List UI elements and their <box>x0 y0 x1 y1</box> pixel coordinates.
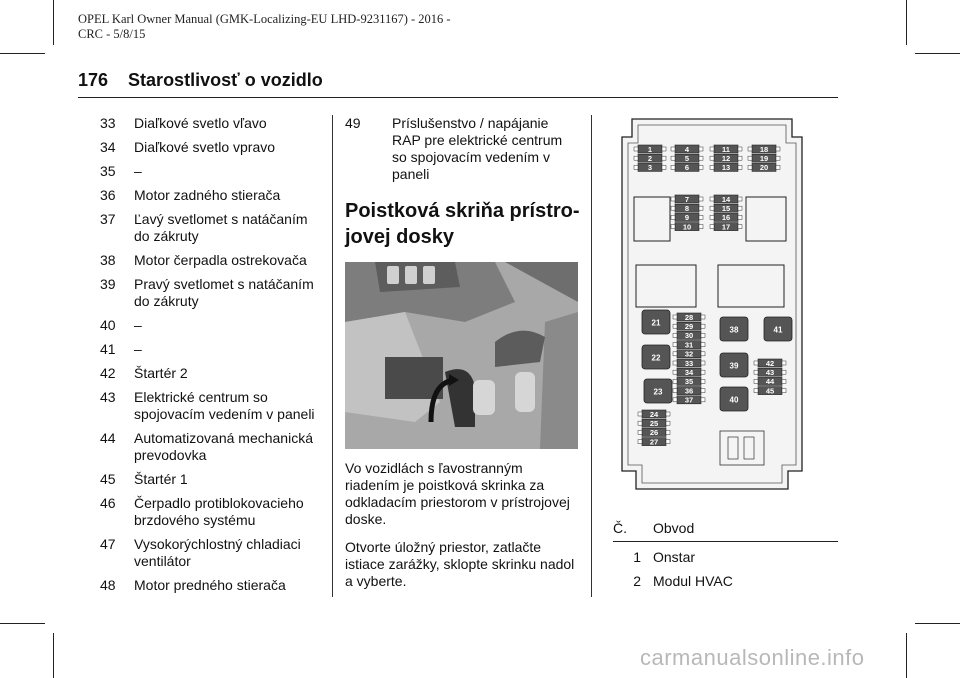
fuse-terminal <box>710 225 714 229</box>
item-text: Štartér 2 <box>134 365 188 381</box>
crop-mark <box>0 623 45 624</box>
circuit-table <box>613 520 838 590</box>
table-row <box>613 549 838 566</box>
fuse-terminal <box>699 215 703 219</box>
fuse-terminal <box>673 361 677 365</box>
fuse-list-column-1 <box>100 115 325 601</box>
fuse-label: 34 <box>684 368 694 377</box>
item-number: 44 <box>100 430 116 446</box>
item-text: Elektrické centrum so spojovacím vedením v paneli <box>134 389 315 422</box>
list-item <box>100 276 325 310</box>
item-number: 46 <box>100 495 116 511</box>
fuse-terminal <box>748 165 752 169</box>
circuit-number: 2 <box>633 573 641 589</box>
relay-box <box>746 197 786 241</box>
item-text: Vysokorýchlostný chladiaci ventilátor <box>134 536 301 569</box>
page-number: 176 <box>78 70 109 90</box>
list-item <box>100 577 325 594</box>
fuse-terminal <box>738 215 742 219</box>
fuse-terminal <box>666 412 670 416</box>
fuse-terminal <box>738 165 742 169</box>
fuse-terminal <box>666 430 670 434</box>
document-header <box>78 12 451 42</box>
fuse-terminal <box>699 156 703 160</box>
item-number: 42 <box>100 365 116 381</box>
fuse-terminal <box>776 165 780 169</box>
page-title: Starostlivosť o vozidlo <box>128 70 323 90</box>
section-title: Poistková skriňa prístro-jovej dosky <box>345 200 580 248</box>
fuse-label: 38 <box>729 325 739 335</box>
fuse-terminal <box>782 370 786 374</box>
fuse-terminal <box>671 165 675 169</box>
item-text: Pravý svetlomet s natáčaním do zákruty <box>134 276 314 309</box>
item-text: – <box>134 317 142 333</box>
fuse-terminal <box>699 225 703 229</box>
list-item <box>100 365 325 382</box>
fuse-terminal <box>638 412 642 416</box>
table-row <box>613 573 838 590</box>
fuse-terminal <box>748 156 752 160</box>
fuse-label: 29 <box>684 322 694 331</box>
list-item <box>100 495 325 529</box>
list-item <box>100 252 325 269</box>
fuse-terminal <box>701 389 705 393</box>
fuse-terminal <box>671 197 675 201</box>
item-number: 39 <box>100 276 116 292</box>
fuse-terminal <box>673 333 677 337</box>
fuse-terminal <box>701 361 705 365</box>
item-number: 49 <box>345 115 361 131</box>
list-item <box>345 115 580 183</box>
fuse-terminal <box>782 389 786 393</box>
fuse-terminal <box>754 370 758 374</box>
fuse-label: 11 <box>722 144 730 154</box>
circuit-name: Onstar <box>653 549 696 565</box>
fusebox-diagram <box>612 115 804 500</box>
header-rule <box>78 97 838 98</box>
fuse-terminal <box>671 147 675 151</box>
list-item <box>100 115 325 132</box>
fuse-label: 40 <box>729 395 739 405</box>
fuse-terminal <box>673 315 677 319</box>
fuse-terminal <box>673 324 677 328</box>
crop-mark <box>906 0 907 45</box>
relay-box <box>634 197 670 241</box>
fuse-terminal <box>673 370 677 374</box>
item-number: 37 <box>100 211 116 227</box>
fuse-terminal <box>666 421 670 425</box>
fuse-terminal <box>754 389 758 393</box>
fuse-label: 39 <box>729 361 739 371</box>
fuse-terminal <box>701 398 705 402</box>
item-text: Diaľkové svetlo vľavo <box>134 115 267 131</box>
fuse-label: 35 <box>684 377 694 387</box>
fuse-label: 33 <box>684 358 694 368</box>
fuse-terminal <box>671 215 675 219</box>
fusebox-svg <box>612 115 804 495</box>
fuse-terminal <box>710 156 714 160</box>
fuse-terminal <box>673 352 677 356</box>
crop-mark <box>53 0 54 45</box>
list-item <box>100 341 325 358</box>
list-item <box>100 139 325 156</box>
item-number: 36 <box>100 187 116 203</box>
fuse-label: 42 <box>765 358 775 368</box>
fuse-terminal <box>638 440 642 444</box>
item-number: 45 <box>100 471 116 487</box>
column-divider <box>591 115 592 597</box>
fuse-terminal <box>701 333 705 337</box>
item-text: – <box>134 163 142 179</box>
fuse-label: 10 <box>682 222 692 232</box>
item-number: 43 <box>100 389 116 405</box>
fuse-label: 30 <box>684 331 694 341</box>
fuse-label: 16 <box>721 213 731 223</box>
item-number: 33 <box>100 115 116 131</box>
fuse-terminal <box>701 352 705 356</box>
fuse-label: 45 <box>765 386 775 396</box>
fuse-label: 22 <box>651 353 661 363</box>
relay-box <box>718 265 784 307</box>
item-text: Automatizovaná mechanická prevodovka <box>134 430 313 463</box>
fuse-label: 26 <box>649 428 659 438</box>
item-number: 35 <box>100 163 116 179</box>
column-divider <box>332 115 333 597</box>
fuse-terminal <box>671 206 675 210</box>
list-item <box>100 536 325 570</box>
fuse-terminal <box>673 379 677 383</box>
item-text: Diaľkové svetlo vpravo <box>134 139 276 155</box>
fuse-terminal <box>638 430 642 434</box>
watermark: carmanualsonline.info <box>640 645 865 670</box>
item-text: Čerpadlo protiblokovacieho brzdového systému <box>134 495 304 528</box>
crop-mark <box>915 53 960 54</box>
list-item <box>100 163 325 180</box>
fuse-terminal <box>701 315 705 319</box>
fuse-label: 4 <box>684 144 690 154</box>
fuse-terminal <box>673 398 677 402</box>
fuse-terminal <box>738 206 742 210</box>
fuse-label: 44 <box>765 377 775 387</box>
fuse-terminal <box>710 147 714 151</box>
header-line-2: CRC - 5/8/15 <box>78 27 146 41</box>
fuse-label: 41 <box>773 325 783 335</box>
fuse-terminal <box>710 206 714 210</box>
list-item <box>100 430 325 464</box>
fuse-label: 27 <box>649 437 659 447</box>
fuse-terminal <box>662 165 666 169</box>
fuse-terminal <box>699 206 703 210</box>
list-item <box>100 317 325 334</box>
crop-mark <box>915 623 960 624</box>
fuse-terminal <box>673 343 677 347</box>
fuse-label: 37 <box>684 395 694 405</box>
item-text: – <box>134 341 142 357</box>
fuse-terminal <box>634 147 638 151</box>
fuse-label: 13 <box>721 163 731 173</box>
fuse-label: 2 <box>647 154 653 163</box>
paragraph: Vo vozidlách s ľavostranným riadením je poistková skrinka za odkladacím priestorom v prístrojovej doske. <box>345 460 570 527</box>
circuit-name: Modul HVAC <box>653 573 733 589</box>
fuse-terminal <box>671 225 675 229</box>
dashboard-fusebox-photo <box>345 262 578 449</box>
relay-box <box>636 265 696 307</box>
fuse-terminal <box>738 225 742 229</box>
fuse-terminal <box>701 324 705 328</box>
fuse-terminal <box>776 147 780 151</box>
fuse-label: 23 <box>653 387 663 397</box>
fuse-label: 14 <box>721 194 731 204</box>
fuse-terminal <box>710 165 714 169</box>
fuse-label: 17 <box>721 222 731 232</box>
fuse-terminal <box>782 379 786 383</box>
item-number: 40 <box>100 317 116 333</box>
table-header <box>613 520 838 542</box>
fuse-terminal <box>638 421 642 425</box>
fuse-terminal <box>666 440 670 444</box>
fuse-label: 8 <box>684 204 690 213</box>
paragraph: Otvorte úložný priestor, zatlačte istiace zarážky, sklopte skrinku nadol a vyberte. <box>345 539 575 589</box>
fuse-label: 43 <box>765 368 775 377</box>
item-text: Motor čerpadla ostrekovača <box>134 252 307 268</box>
item-number: 47 <box>100 536 116 552</box>
fuse-label: 19 <box>759 154 769 163</box>
list-item <box>100 471 325 488</box>
dashboard-illustration <box>345 262 578 449</box>
fuse-terminal <box>701 343 705 347</box>
content-column-2 <box>345 115 580 590</box>
item-text: Motor predného stierača <box>134 577 286 593</box>
fuse-terminal <box>748 147 752 151</box>
fuse-label: 6 <box>684 163 690 173</box>
fuse-terminal <box>738 147 742 151</box>
fuse-label: 12 <box>721 154 731 163</box>
crop-mark <box>906 633 907 678</box>
fuse-label: 24 <box>649 409 659 419</box>
fuse-label: 15 <box>721 204 731 213</box>
fuse-terminal <box>701 379 705 383</box>
fuse-label: 5 <box>684 154 690 163</box>
fuse-terminal <box>662 156 666 160</box>
page-heading <box>78 70 323 91</box>
header-circuit: Obvod <box>653 520 695 536</box>
fuse-terminal <box>699 165 703 169</box>
fuse-label: 20 <box>759 163 769 173</box>
item-number: 41 <box>100 341 116 357</box>
fuse-terminal <box>776 156 780 160</box>
item-text: Štartér 1 <box>134 471 188 487</box>
fuse-terminal <box>701 370 705 374</box>
item-text: Príslušenstvo / napájanie RAP pre elektrické centrum so spojovacím vedením v paneli <box>392 115 563 182</box>
fuse-terminal <box>634 156 638 160</box>
fuse-label: 25 <box>649 419 659 428</box>
item-text: Ľavý svetlomet s natáčaním do zákruty <box>134 211 308 244</box>
crop-mark <box>53 633 54 678</box>
fuse-label: 28 <box>684 312 694 322</box>
fuse-label: 18 <box>759 144 769 154</box>
fuse-terminal <box>782 361 786 365</box>
list-item <box>100 389 325 423</box>
fuse-terminal <box>699 197 703 201</box>
circuit-number: 1 <box>633 549 641 565</box>
fuse-terminal <box>662 147 666 151</box>
fuse-terminal <box>738 197 742 201</box>
item-text: Motor zadného stierača <box>134 187 281 203</box>
fuse-label: 21 <box>651 318 661 328</box>
header-number: Č. <box>613 520 627 536</box>
list-item <box>100 211 325 245</box>
fuse-label: 32 <box>684 349 694 359</box>
item-number: 38 <box>100 252 116 268</box>
header-line-1: OPEL Karl Owner Manual (GMK-Localizing-EU LHD-9231167) - 2016 - <box>78 12 451 26</box>
fuse-label: 1 <box>647 144 653 154</box>
fuse-terminal <box>710 215 714 219</box>
fuse-terminal <box>754 361 758 365</box>
fuse-terminal <box>710 197 714 201</box>
fuse-terminal <box>634 165 638 169</box>
fuse-terminal <box>699 147 703 151</box>
fuse-terminal <box>673 389 677 393</box>
item-number: 34 <box>100 139 116 155</box>
fuse-label: 31 <box>684 340 694 350</box>
fuse-terminal <box>754 379 758 383</box>
fuse-label: 36 <box>684 386 694 396</box>
fuse-terminal <box>671 156 675 160</box>
crop-mark <box>0 53 45 54</box>
fuse-terminal <box>738 156 742 160</box>
fuse-label: 7 <box>684 194 690 204</box>
fuse-label: 9 <box>684 213 690 223</box>
fuse-label: 3 <box>647 163 653 173</box>
list-item <box>100 187 325 204</box>
item-number: 48 <box>100 577 116 593</box>
